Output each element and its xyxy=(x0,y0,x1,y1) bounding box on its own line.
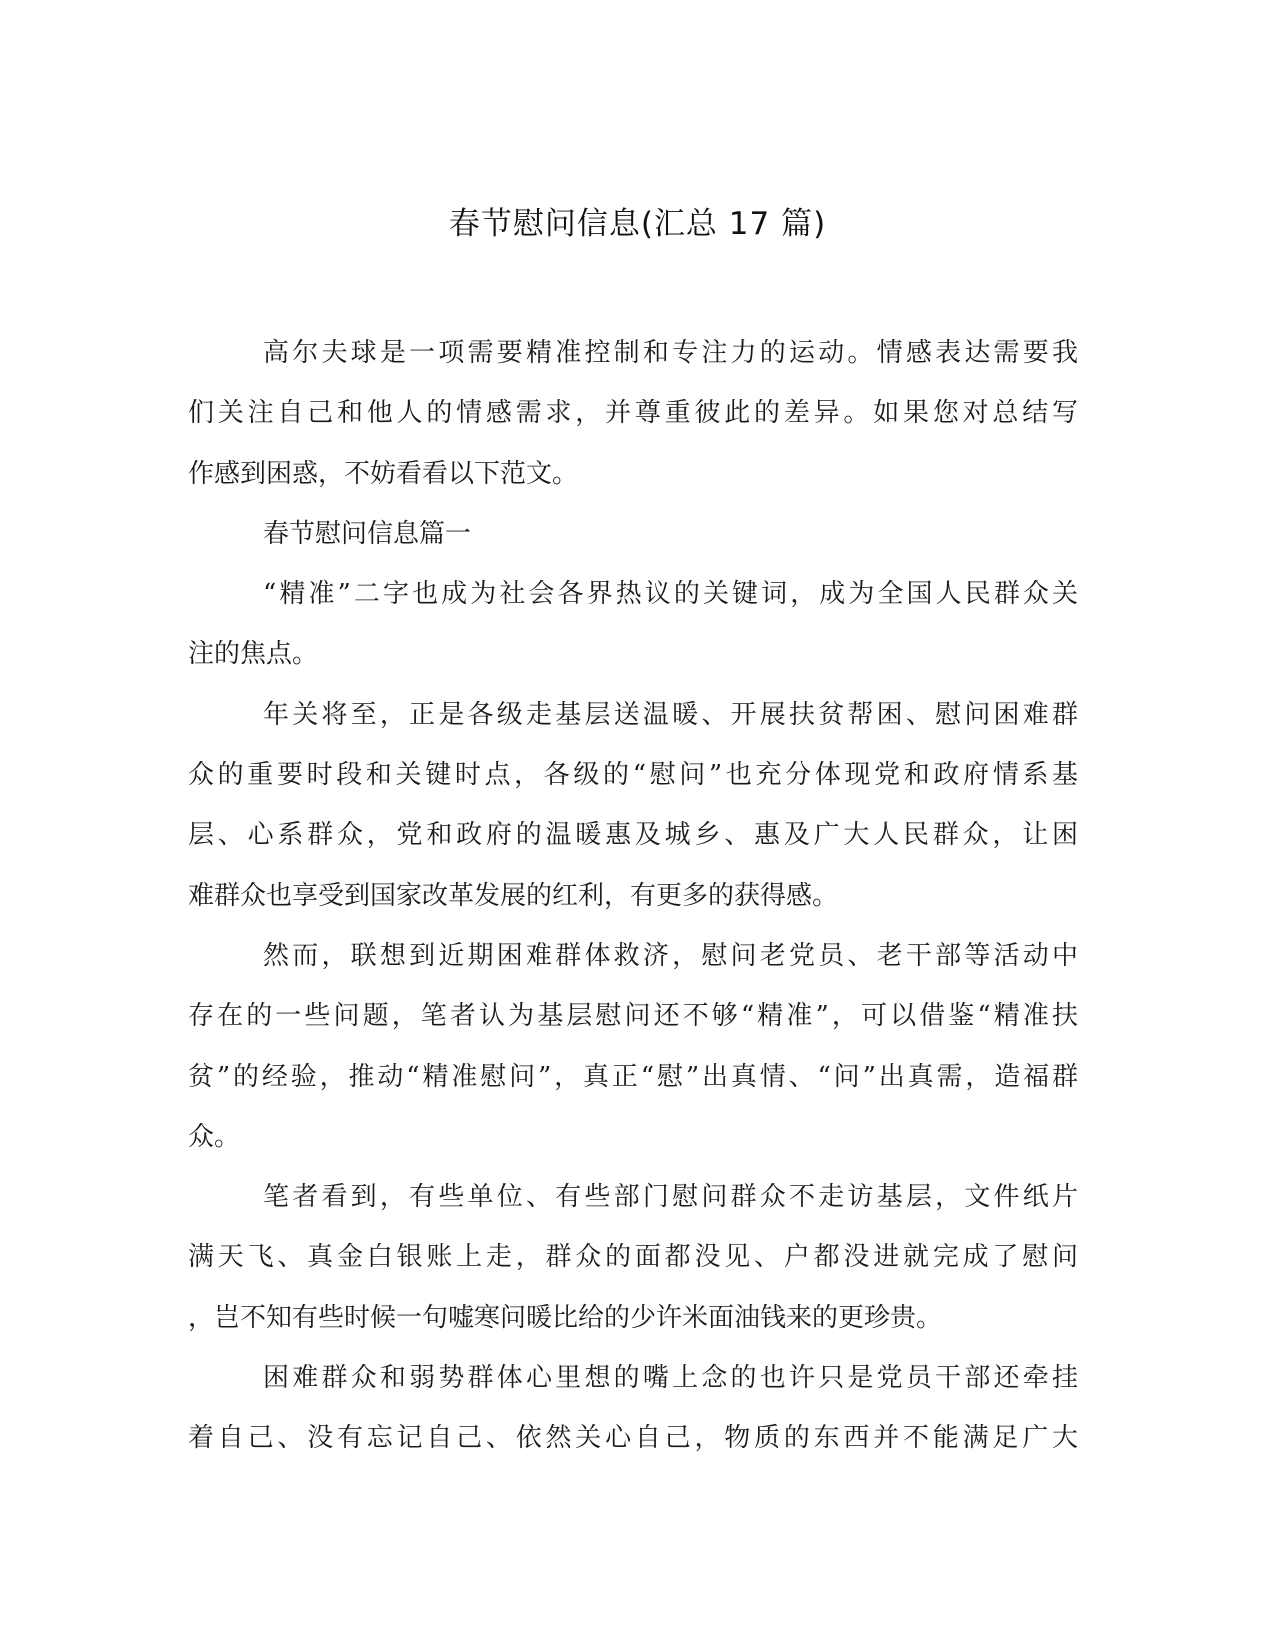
text-line: 贫”的经验，推动“精准慰问”，真正“慰”出真情、“问”出真需，造福群 xyxy=(188,1061,1078,1092)
text-line: 众的重要时段和关键时点，各级的“慰问”也充分体现党和政府情系基 xyxy=(188,760,1078,791)
text-line: 年关将至，正是各级走基层送温暖、开展扶贫帮困、慰问困难群 xyxy=(263,699,1078,730)
text-line: 存在的一些问题，笔者认为基层慰问还不够“精准”，可以借鉴“精准扶 xyxy=(188,1001,1078,1032)
text-line: 作感到困惑，不妨看看以下范文。 xyxy=(188,458,579,489)
document-title: 春节慰问信息(汇总 17 篇) xyxy=(448,206,827,242)
text-line: 困难群众和弱势群体心里想的嘴上念的也许只是党员干部还牵挂 xyxy=(263,1363,1078,1394)
text-line: ，岂不知有些时候一句嘘寒问暖比给的少许米面油钱来的更珍贵。 xyxy=(188,1302,943,1333)
text-line: 满天飞、真金白银账上走，群众的面都没见、户都没进就完成了慰问 xyxy=(188,1242,1078,1273)
text-line: 笔者看到，有些单位、有些部门慰问群众不走访基层，文件纸片 xyxy=(263,1182,1078,1213)
text-line: 然而，联想到近期困难群体救济，慰问老党员、老干部等活动中 xyxy=(263,940,1078,971)
text-line: 注的焦点。 xyxy=(188,639,319,670)
text-line: 们关注自己和他人的情感需求，并尊重彼此的差异。如果您对总结写 xyxy=(188,398,1078,429)
document-body xyxy=(188,323,1078,1469)
text-line: 层、心系群众，党和政府的温暖惠及城乡、惠及广大人民群众，让困 xyxy=(188,820,1078,851)
text-line: “精准”二字也成为社会各界热议的关键词，成为全国人民群众关 xyxy=(263,579,1078,610)
text-line: 着自己、没有忘记自己、依然关心自己，物质的东西并不能满足广大 xyxy=(188,1423,1078,1454)
text-line: 春节慰问信息篇一 xyxy=(263,518,472,549)
text-line: 难群众也享受到国家改革发展的红利，有更多的获得感。 xyxy=(188,880,839,911)
text-line: 众。 xyxy=(188,1121,241,1152)
text-line: 高尔夫球是一项需要精准控制和专注力的运动。情感表达需要我 xyxy=(263,338,1078,368)
